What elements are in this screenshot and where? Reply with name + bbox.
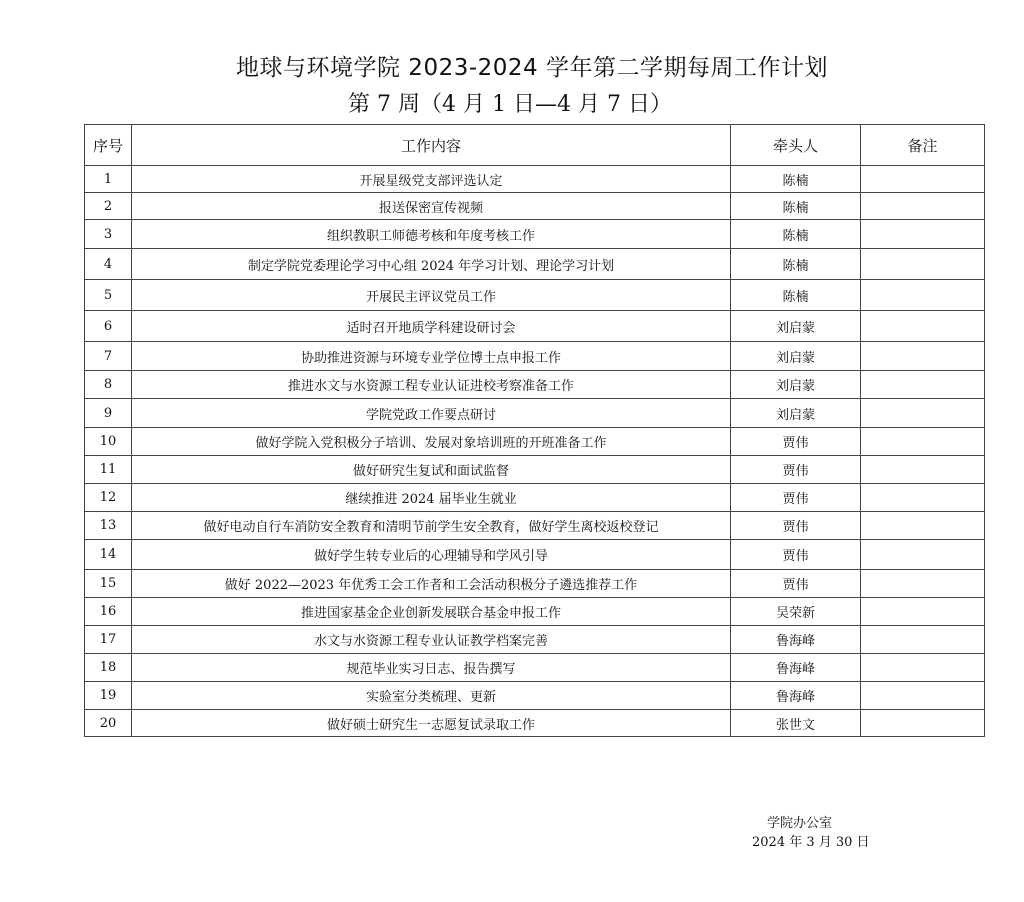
table-row <box>85 456 985 484</box>
table-row <box>85 371 985 399</box>
cell-no: 13 <box>85 512 132 540</box>
cell-lead: 鲁海峰 <box>731 626 861 654</box>
header-no: 序号 <box>85 125 132 166</box>
cell-lead: 刘启蒙 <box>731 371 861 399</box>
cell-note <box>861 371 985 399</box>
cell-content: 制定学院党委理论学习中心组 2024 年学习计划、理论学习计划 <box>132 249 731 280</box>
cell-lead: 刘启蒙 <box>731 342 861 371</box>
cell-lead: 刘启蒙 <box>731 399 861 428</box>
cell-no: 19 <box>85 682 132 710</box>
cell-note <box>861 220 985 249</box>
cell-content: 水文与水资源工程专业认证教学档案完善 <box>132 626 731 654</box>
cell-lead: 贾伟 <box>731 540 861 570</box>
cell-content: 开展民主评议党员工作 <box>132 280 731 311</box>
cell-no: 11 <box>85 456 132 484</box>
table-row <box>85 540 985 570</box>
table-row <box>85 512 985 540</box>
cell-no: 15 <box>85 570 132 598</box>
cell-note <box>861 710 985 737</box>
cell-note <box>861 682 985 710</box>
cell-no: 6 <box>85 311 132 342</box>
cell-lead: 陈楠 <box>731 220 861 249</box>
cell-note <box>861 540 985 570</box>
cell-lead: 张世文 <box>731 710 861 737</box>
cell-content: 做好硕士研究生一志愿复试录取工作 <box>132 710 731 737</box>
cell-no: 20 <box>85 710 132 737</box>
table-row <box>85 220 985 249</box>
cell-note <box>861 428 985 456</box>
cell-note <box>861 654 985 682</box>
table-row <box>85 598 985 626</box>
cell-note <box>861 249 985 280</box>
cell-lead: 陈楠 <box>731 166 861 193</box>
table-row <box>85 311 985 342</box>
table-row <box>85 280 985 311</box>
cell-note <box>861 166 985 193</box>
cell-lead: 鲁海峰 <box>731 654 861 682</box>
table-row <box>85 166 985 193</box>
header-note: 备注 <box>861 125 985 166</box>
cell-note <box>861 570 985 598</box>
cell-lead: 贾伟 <box>731 456 861 484</box>
footer-date: 2024 年 3 月 30 日 <box>752 835 870 850</box>
cell-no: 7 <box>85 342 132 371</box>
cell-no: 1 <box>85 166 132 193</box>
header-lead: 牵头人 <box>731 125 861 166</box>
cell-lead: 贾伟 <box>731 484 861 512</box>
table-row <box>85 249 985 280</box>
table-row <box>85 654 985 682</box>
cell-content: 协助推进资源与环境专业学位博士点申报工作 <box>132 342 731 371</box>
cell-lead: 贾伟 <box>731 570 861 598</box>
cell-lead: 陈楠 <box>731 280 861 311</box>
cell-note <box>861 342 985 371</box>
table-header-row <box>85 125 985 166</box>
cell-note <box>861 626 985 654</box>
cell-content: 学院党政工作要点研讨 <box>132 399 731 428</box>
cell-note <box>861 456 985 484</box>
cell-note <box>861 512 985 540</box>
cell-no: 18 <box>85 654 132 682</box>
cell-lead: 鲁海峰 <box>731 682 861 710</box>
table-row <box>85 710 985 737</box>
cell-content: 开展星级党支部评选认定 <box>132 166 731 193</box>
cell-no: 14 <box>85 540 132 570</box>
cell-note <box>861 598 985 626</box>
table-row <box>85 484 985 512</box>
table-row <box>85 193 985 220</box>
cell-content: 做好学生转专业后的心理辅导和学风引导 <box>132 540 731 570</box>
cell-content: 推进国家基金企业创新发展联合基金申报工作 <box>132 598 731 626</box>
cell-content: 报送保密宣传视频 <box>132 193 731 220</box>
cell-no: 9 <box>85 399 132 428</box>
table-row <box>85 428 985 456</box>
cell-content: 组织教职工师德考核和年度考核工作 <box>132 220 731 249</box>
cell-no: 8 <box>85 371 132 399</box>
footer-office: 学院办公室 <box>767 816 833 831</box>
cell-note <box>861 399 985 428</box>
cell-content: 推进水文与水资源工程专业认证进校考察准备工作 <box>132 371 731 399</box>
cell-no: 4 <box>85 249 132 280</box>
cell-no: 17 <box>85 626 132 654</box>
header-content: 工作内容 <box>132 125 731 166</box>
cell-lead: 刘启蒙 <box>731 311 861 342</box>
cell-lead: 贾伟 <box>731 512 861 540</box>
table-row <box>85 570 985 598</box>
work-plan-table <box>84 124 985 737</box>
cell-content: 做好电动自行车消防安全教育和清明节前学生安全教育，做好学生离校返校登记 <box>132 512 731 540</box>
cell-note <box>861 193 985 220</box>
cell-content: 做好学院入党积极分子培训、发展对象培训班的开班准备工作 <box>132 428 731 456</box>
cell-no: 16 <box>85 598 132 626</box>
table-row <box>85 399 985 428</box>
week-subtitle: 第 7 周（4 月 1 日—4 月 7 日） <box>348 92 672 117</box>
table-row <box>85 626 985 654</box>
table-body <box>85 166 985 737</box>
cell-content: 做好研究生复试和面试监督 <box>132 456 731 484</box>
cell-content: 继续推进 2024 届毕业生就业 <box>132 484 731 512</box>
cell-note <box>861 484 985 512</box>
cell-no: 3 <box>85 220 132 249</box>
page-title: 地球与环境学院 2023-2024 学年第二学期每周工作计划 <box>236 55 828 81</box>
cell-note <box>861 280 985 311</box>
cell-content: 做好 2022—2023 年优秀工会工作者和工会活动积极分子遴选推荐工作 <box>132 570 731 598</box>
cell-lead: 陈楠 <box>731 193 861 220</box>
cell-content: 实验室分类梳理、更新 <box>132 682 731 710</box>
cell-content: 规范毕业实习日志、报告撰写 <box>132 654 731 682</box>
cell-note <box>861 311 985 342</box>
cell-no: 12 <box>85 484 132 512</box>
cell-lead: 吴荣新 <box>731 598 861 626</box>
table-row <box>85 342 985 371</box>
cell-lead: 贾伟 <box>731 428 861 456</box>
cell-no: 2 <box>85 193 132 220</box>
cell-lead: 陈楠 <box>731 249 861 280</box>
cell-no: 5 <box>85 280 132 311</box>
cell-no: 10 <box>85 428 132 456</box>
table-row <box>85 682 985 710</box>
cell-content: 适时召开地质学科建设研讨会 <box>132 311 731 342</box>
